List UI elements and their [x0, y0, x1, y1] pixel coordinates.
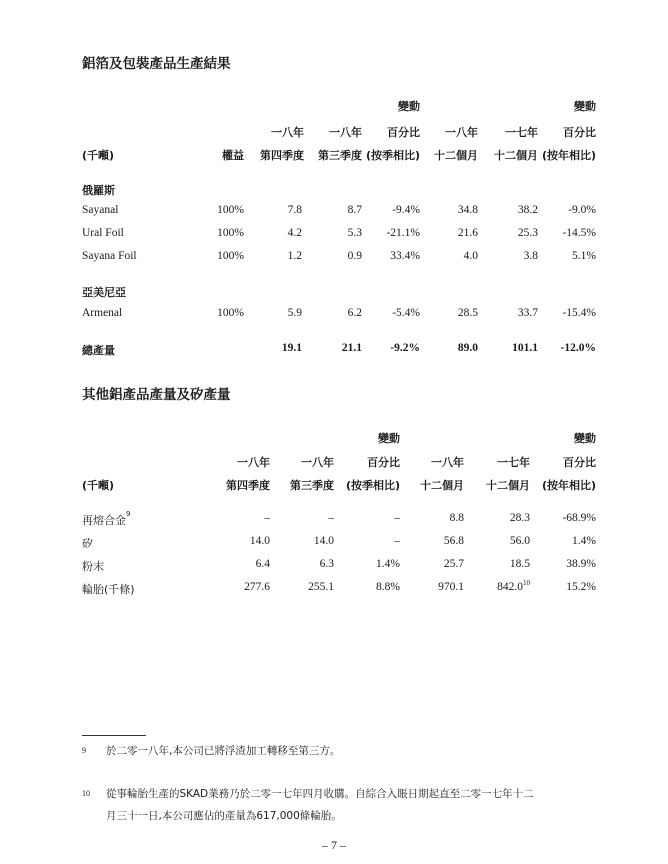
row-qchg: – — [394, 535, 400, 547]
s2-change2-top: 變動 — [574, 432, 596, 445]
row-q4: 4.2 — [287, 227, 302, 239]
s1-q3-bot: 第三季度 — [318, 149, 362, 162]
row-name: 粉末 — [82, 560, 104, 573]
s2-change2-bot: (按年相比) — [541, 479, 596, 492]
footnote-text-line1: 從事輪胎生產的SKAD業務乃於二零一七年四月收購。自綜合入賬日期起直至二零一七年十二 — [106, 788, 534, 800]
s1-y17-top: 一七年 — [505, 126, 538, 139]
row-y18: 21.6 — [457, 227, 478, 239]
row-ychg: 15.2% — [566, 581, 596, 593]
footnote-text-line2: 月三十一日,本公司應佔的產量為617,000條輪胎。 — [106, 810, 342, 822]
section2-title: 其他鋁產品產量及矽產量 — [82, 387, 231, 403]
footnote-number: 10 — [82, 789, 90, 798]
s2-y18-bot: 十二個月 — [420, 479, 464, 492]
s2-y17-top: 一七年 — [497, 456, 530, 469]
row-y18: 56.8 — [443, 535, 464, 547]
row-y17: 56.0 — [509, 535, 530, 547]
row-y17: 18.5 — [509, 558, 530, 570]
row-y18: 4.0 — [463, 250, 478, 262]
row-q3: 21.1 — [341, 342, 362, 354]
s2-unit-label: (千噸) — [82, 479, 115, 492]
row-y17: 33.7 — [517, 307, 538, 319]
row-equity: 100% — [217, 250, 244, 262]
row-y17: 101.1 — [512, 342, 538, 354]
row-q3: 5.3 — [347, 227, 362, 239]
s1-change1-bot: (按季相比) — [365, 149, 420, 162]
row-ychg: -9.0% — [568, 204, 596, 216]
row-y18: 25.7 — [443, 558, 464, 570]
s2-q4-top: 一八年 — [237, 456, 270, 469]
row-y18: 34.8 — [457, 204, 478, 216]
row-y17: 38.2 — [517, 204, 538, 216]
row-y18: 89.0 — [457, 342, 478, 354]
row-q4: 14.0 — [249, 535, 270, 547]
footnote-text: 於二零一八年,本公司已將浮渣加工轉移至第三方。 — [106, 745, 341, 757]
row-q3: 255.1 — [308, 581, 334, 593]
row-y18: 8.8 — [449, 512, 464, 524]
row-name: 輪胎(千條) — [82, 583, 135, 596]
row-ychg: -12.0% — [560, 342, 596, 354]
row-qchg: -21.1% — [386, 227, 420, 239]
s1-equity-header: 權益 — [222, 149, 244, 162]
row-name: 總產量 — [82, 344, 115, 357]
row-q3: 6.2 — [347, 307, 362, 319]
row-name: Ural Foil — [82, 227, 124, 239]
row-q3: 14.0 — [313, 535, 334, 547]
s2-change1-top: 變動 — [378, 432, 400, 445]
row-y18: 28.5 — [457, 307, 478, 319]
row-ychg: 5.1% — [572, 250, 596, 262]
s2-q3-bot: 第三季度 — [290, 479, 334, 492]
row-name: 矽 — [82, 537, 93, 550]
footnote-ref: 10 — [523, 579, 530, 587]
s1-y18-bot: 十二個月 — [434, 149, 478, 162]
row-qchg: -9.2% — [390, 342, 420, 354]
row-name: Sayana Foil — [82, 250, 137, 262]
row-q4: 19.1 — [281, 342, 302, 354]
s1-q4-top: 一八年 — [271, 126, 304, 139]
s1-q4-bot: 第四季度 — [260, 149, 304, 162]
row-qchg: -5.4% — [392, 307, 420, 319]
s1-change2-top: 變動 — [574, 100, 596, 113]
row-ychg: -14.5% — [562, 227, 596, 239]
row-equity: 100% — [217, 204, 244, 216]
row-qchg: – — [394, 512, 400, 524]
s1-change1-mid: 百分比 — [387, 126, 420, 139]
s1-unit-label: (千噸) — [82, 149, 115, 162]
row-y17: 3.8 — [523, 250, 538, 262]
s1-y17-bot: 十二個月 — [494, 149, 538, 162]
row-q3: – — [328, 512, 334, 524]
footnote-divider — [82, 735, 146, 736]
s1-q3-top: 一八年 — [329, 126, 362, 139]
s1-change2-bot: (按年相比) — [541, 149, 596, 162]
row-y18: 970.1 — [438, 581, 464, 593]
row-y17: 842.0$^{10}$ — [497, 579, 530, 593]
s1-group-russia: 俄羅斯 — [82, 184, 115, 197]
s1-group-armenia: 亞美尼亞 — [82, 286, 126, 299]
row-qchg: -9.4% — [392, 204, 420, 216]
page-number: – 7 – — [322, 838, 346, 852]
row-equity: 100% — [217, 307, 244, 319]
row-q3: 6.3 — [319, 558, 334, 570]
row-name: Armenal — [82, 307, 123, 319]
row-equity: 100% — [217, 227, 244, 239]
row-q4: 7.8 — [287, 204, 302, 216]
s1-change1-top: 變動 — [398, 100, 420, 113]
footnote-number: 9 — [82, 746, 86, 755]
row-y17: 25.3 — [517, 227, 538, 239]
s1-y18-top: 一八年 — [445, 126, 478, 139]
s2-change2-mid: 百分比 — [563, 456, 596, 469]
row-y17: 28.3 — [509, 512, 530, 524]
s2-change1-bot: (按季相比) — [345, 479, 400, 492]
row-q3: 0.9 — [347, 250, 362, 262]
row-q3: 8.7 — [347, 204, 362, 216]
row-qchg: 1.4% — [376, 558, 400, 570]
row-q4: – — [264, 512, 270, 524]
row-q4: 1.2 — [287, 250, 302, 262]
s2-y17-bot: 十二個月 — [486, 479, 530, 492]
footnote-ref: 9 — [126, 510, 131, 518]
row-name: Sayanal — [82, 204, 119, 216]
row-ychg: 38.9% — [566, 558, 596, 570]
row-q4: 6.4 — [255, 558, 270, 570]
section1-title: 鋁箔及包裝產品生產結果 — [82, 56, 231, 72]
s2-y18-top: 一八年 — [431, 456, 464, 469]
row-q4: 5.9 — [287, 307, 302, 319]
s2-change1-mid: 百分比 — [367, 456, 400, 469]
row-ychg: -15.4% — [562, 307, 596, 319]
row-q4: 277.6 — [244, 581, 270, 593]
row-qchg: 8.8% — [376, 581, 400, 593]
row-name: 再熔合金$^9$ — [82, 510, 131, 527]
row-ychg: -68.9% — [562, 512, 596, 524]
s2-q3-top: 一八年 — [301, 456, 334, 469]
s2-q4-bot: 第四季度 — [226, 479, 270, 492]
row-ychg: 1.4% — [572, 535, 596, 547]
s1-change2-mid: 百分比 — [563, 126, 596, 139]
row-qchg: 33.4% — [390, 250, 420, 262]
